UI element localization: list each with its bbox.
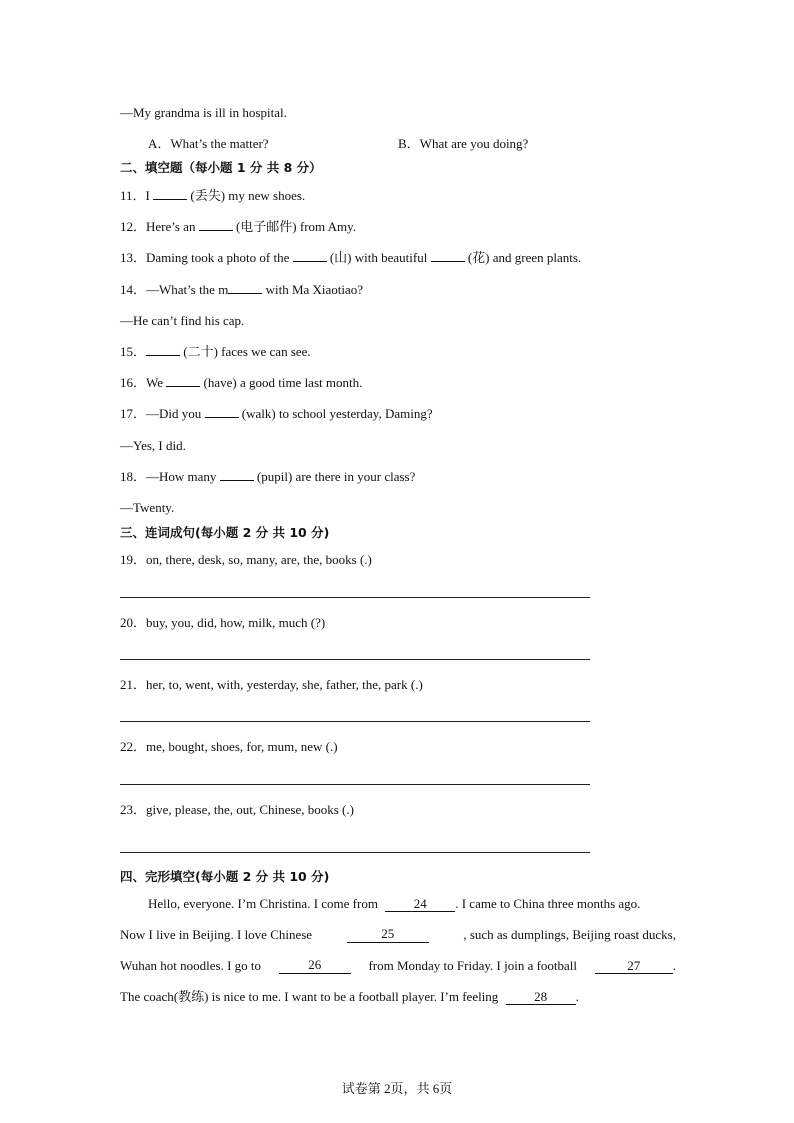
cloze-line-4 [120,989,579,1005]
cloze-line-1 [148,896,640,912]
cloze-text-3c: . [672,958,676,973]
question-16 [120,375,362,391]
reply-line: —My grandma is ill in hospital. [120,105,287,120]
question-13 [120,250,581,266]
q12-hint: (电子邮件) from Amy. [235,219,357,234]
q12-blank[interactable] [199,230,233,231]
cloze-text-3a: Wuhan hot noodles. I go to [120,958,262,973]
cloze-text-2b: , such as dumplings, Beijing roast ducks, [463,927,676,942]
question-12 [120,219,356,235]
section-3-title: 三、连词成句(每小题 2 分 共 10 分) [120,525,330,540]
q16-post: (have) a good time last month. [203,375,363,390]
q13-pre: 13．Daming took a photo of the [120,250,290,265]
q14-post: with Ma Xiaotiao? [265,282,364,297]
option-a: A．What’s the matter? [148,136,269,151]
q15-blank[interactable] [146,355,180,356]
question-17 [120,406,433,422]
q13-post: (花) and green plants. [467,250,582,265]
question-22: 22．me, bought, shoes, for, mum, new (.) [120,739,338,754]
q17-pre: 17．—Did you [120,406,202,421]
cloze-text-1b: . I came to China three months ago. [455,896,641,911]
question-14 [120,282,363,298]
cloze-text-4a: The coach(教练) is nice to me. I want to be a football player. I’m feeling [120,989,499,1004]
answer-line-22[interactable] [120,784,590,785]
q17-answer: —Yes, I did. [120,438,186,453]
q11-hint: (丢失) my new shoes. [190,188,306,203]
q11-blank[interactable] [153,199,187,200]
q13-blank-1[interactable] [293,261,327,262]
q13-blank-2[interactable] [431,261,465,262]
section-2-title: 二、填空题（每小题 1 分 共 8 分） [120,160,322,175]
cloze-text-4b: . [575,989,579,1004]
q18-answer: —Twenty. [120,500,175,515]
answer-line-21[interactable] [120,721,590,722]
question-18 [120,469,415,485]
page-footer: 试卷第 2页，共 6页 [341,1081,453,1096]
answer-line-19[interactable] [120,597,590,598]
q17-post: (walk) to school yesterday, Daming? [241,406,433,421]
cloze-text-1a: Hello, everyone. I’m Christina. I come from [148,896,378,911]
answer-line-23[interactable] [120,852,590,853]
question-11 [120,188,305,204]
q16-pre: 16．We [120,375,163,390]
q11-num: 11．I [120,188,150,203]
cloze-blank-24[interactable]: 24 [385,897,455,912]
cloze-blank-27[interactable]: 27 [595,959,673,974]
q18-post: (pupil) are there in your class? [256,469,416,484]
question-23: 23．give, please, the, out, Chinese, books (.) [120,802,354,817]
q16-blank[interactable] [166,386,200,387]
q14-blank[interactable] [228,293,262,294]
question-20: 20．buy, you, did, how, milk, much (?) [120,615,326,630]
cloze-text-2a: Now I live in Beijing. I love Chinese [120,927,313,942]
q18-blank[interactable] [220,480,254,481]
question-21: 21．her, to, went, with, yesterday, she, father, the, park (.) [120,677,423,692]
question-19: 19．on, there, desk, so, many, are, the, books (.) [120,552,372,567]
option-b: B．What are you doing? [398,136,529,151]
cloze-blank-26[interactable]: 26 [279,958,351,974]
q15-hint: (二十) faces we can see. [183,344,311,359]
question-15 [120,344,311,360]
cloze-blank-25[interactable]: 25 [347,927,429,943]
q14-answer: —He can’t find his cap. [120,313,245,328]
cloze-text-3b: from Monday to Friday. I join a football [368,958,578,973]
answer-line-20[interactable] [120,659,590,660]
q18-pre: 18．—How many [120,469,217,484]
cloze-blank-28[interactable]: 28 [506,990,576,1005]
cloze-line-3 [120,958,676,974]
section-4-title: 四、完形填空(每小题 2 分 共 10 分) [120,869,330,884]
q12-num: 12．Here’s an [120,219,196,234]
q17-blank[interactable] [205,417,239,418]
q14-pre: 14．—What’s the m [120,282,229,297]
q13-mid: (山) with beautiful [329,250,428,265]
q15-num: 15． [120,344,147,359]
cloze-line-2 [120,927,676,943]
